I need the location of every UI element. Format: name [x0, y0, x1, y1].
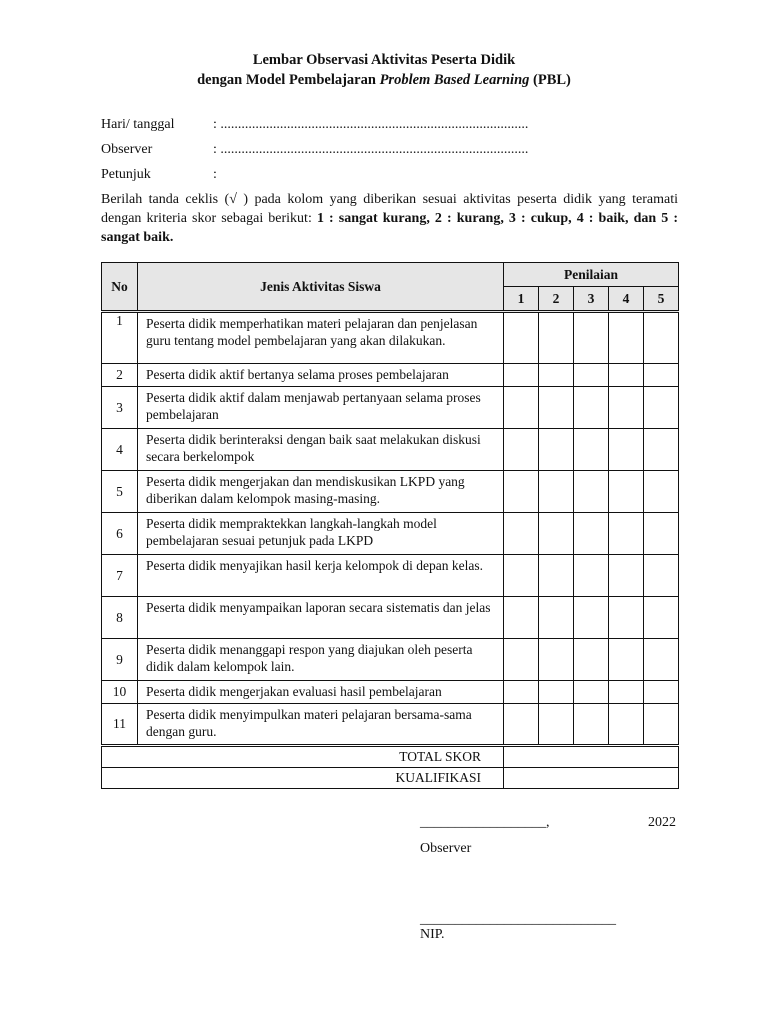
table-row	[102, 312, 679, 364]
score-cell-3[interactable]	[574, 387, 609, 429]
score-cell-2[interactable]	[539, 429, 574, 471]
table-row	[102, 364, 679, 387]
instructions-paragraph	[101, 190, 678, 247]
score-cell-5[interactable]	[644, 639, 679, 681]
score-cell-4[interactable]	[609, 364, 644, 387]
score-cell-2[interactable]	[539, 387, 574, 429]
field-instructions	[101, 167, 217, 183]
header-no: No	[102, 263, 138, 312]
score-cell-4[interactable]	[609, 555, 644, 597]
score-cell-4[interactable]	[609, 704, 644, 746]
score-cell-4[interactable]	[609, 597, 644, 639]
score-cell-1[interactable]	[504, 513, 539, 555]
score-cell-2[interactable]	[539, 597, 574, 639]
score-cell-3[interactable]	[574, 681, 609, 704]
row-number: 10	[102, 681, 138, 704]
score-cell-3[interactable]	[574, 429, 609, 471]
row-number: 9	[102, 639, 138, 681]
field-observer	[101, 142, 528, 158]
row-activity: Peserta didik menanggapi respon yang diajukan oleh peserta didik dalam kelompok lain.	[138, 639, 504, 681]
table-row	[102, 681, 679, 704]
subtitle-suffix: (PBL)	[529, 72, 571, 88]
score-cell-5[interactable]	[644, 312, 679, 364]
signature-nip-label: NIP.	[420, 927, 445, 942]
score-cell-3[interactable]	[574, 597, 609, 639]
subtitle-model-name: Problem Based Learning	[379, 72, 530, 88]
score-cell-1[interactable]	[504, 597, 539, 639]
row-number: 11	[102, 704, 138, 746]
score-cell-1[interactable]	[504, 312, 539, 364]
score-cell-3[interactable]	[574, 364, 609, 387]
subtitle-prefix: dengan Model Pembelajaran	[197, 72, 380, 88]
score-cell-3[interactable]	[574, 555, 609, 597]
header-score-2: 2	[539, 287, 574, 312]
score-cell-3[interactable]	[574, 471, 609, 513]
signature-name-line[interactable]: ____________________________	[420, 912, 616, 927]
instructions-text: Berilah tanda ceklis (√ ) pada kolom yang diberikan sesuai aktivitas peserta didik yang teramati dengan kriteria skor sebagai berikut:	[101, 192, 678, 226]
header-score-3: 3	[574, 287, 609, 312]
score-cell-2[interactable]	[539, 555, 574, 597]
header-rating: Penilaian	[504, 263, 679, 287]
score-cell-1[interactable]	[504, 364, 539, 387]
score-cell-5[interactable]	[644, 555, 679, 597]
row-activity: Peserta didik memperhatikan materi pelajaran dan penjelasan guru tentang model pembelajaran yang akan dilakukan.	[138, 312, 504, 364]
row-number: 7	[102, 555, 138, 597]
field-date	[101, 117, 528, 133]
header-score-1: 1	[504, 287, 539, 312]
score-cell-5[interactable]	[644, 471, 679, 513]
score-cell-2[interactable]	[539, 471, 574, 513]
qualification-label: KUALIFIKASI	[102, 768, 504, 789]
row-activity: Peserta didik aktif bertanya selama proses pembelajaran	[138, 364, 504, 387]
score-cell-5[interactable]	[644, 704, 679, 746]
score-cell-1[interactable]	[504, 681, 539, 704]
row-number: 1	[102, 312, 138, 364]
row-number: 3	[102, 387, 138, 429]
table-row	[102, 471, 679, 513]
row-activity: Peserta didik berinteraksi dengan baik saat melakukan diskusi secara berkelompok	[138, 429, 504, 471]
score-cell-5[interactable]	[644, 597, 679, 639]
total-score-label: TOTAL SKOR	[102, 746, 504, 768]
table-row	[102, 429, 679, 471]
field-instructions-label: Petunjuk	[101, 167, 151, 182]
document-subtitle	[0, 72, 768, 89]
row-activity: Peserta didik menyimpulkan materi pelajaran bersama-sama dengan guru.	[138, 704, 504, 746]
signature-place-date-line[interactable]: __________________,	[420, 815, 550, 830]
score-cell-2[interactable]	[539, 681, 574, 704]
row-activity: Peserta didik mengerjakan dan mendiskusikan LKPD yang diberikan dalam kelompok masing-masing.	[138, 471, 504, 513]
score-cell-2[interactable]	[539, 704, 574, 746]
row-number: 6	[102, 513, 138, 555]
row-number: 5	[102, 471, 138, 513]
score-cell-3[interactable]	[574, 312, 609, 364]
field-observer-label: Observer	[101, 142, 153, 157]
table-row	[102, 597, 679, 639]
score-cell-2[interactable]	[539, 364, 574, 387]
header-score-5: 5	[644, 287, 679, 312]
table-row	[102, 704, 679, 746]
total-score-cell[interactable]	[504, 746, 679, 768]
row-activity: Peserta didik menyampaikan laporan secara sistematis dan jelas	[138, 597, 504, 639]
field-instructions-value: :	[213, 167, 217, 182]
field-observer-value[interactable]: : ........................................................................................	[213, 142, 529, 157]
score-cell-1[interactable]	[504, 704, 539, 746]
score-cell-5[interactable]	[644, 429, 679, 471]
score-cell-5[interactable]	[644, 681, 679, 704]
score-cell-3[interactable]	[574, 639, 609, 681]
score-cell-1[interactable]	[504, 555, 539, 597]
header-score-4: 4	[609, 287, 644, 312]
score-cell-5[interactable]	[644, 513, 679, 555]
row-number: 4	[102, 429, 138, 471]
observation-table	[101, 262, 679, 789]
header-activity: Jenis Aktivitas Siswa	[138, 263, 504, 312]
document-title: Lembar Observasi Aktivitas Peserta Didik	[252, 52, 516, 68]
row-activity: Peserta didik mempraktekkan langkah-langkah model pembelajaran sesuai petunjuk pada LKPD	[138, 513, 504, 555]
score-cell-2[interactable]	[539, 513, 574, 555]
row-activity: Peserta didik aktif dalam menjawab pertanyaan selama proses pembelajaran	[138, 387, 504, 429]
row-number: 8	[102, 597, 138, 639]
score-cell-4[interactable]	[609, 312, 644, 364]
score-cell-4[interactable]	[609, 471, 644, 513]
score-cell-4[interactable]	[609, 681, 644, 704]
score-cell-4[interactable]	[609, 513, 644, 555]
score-cell-3[interactable]	[574, 704, 609, 746]
instructions-criteria: 1 : sangat kurang, 2 : kurang, 3 : cukup, 4 : baik, dan 5 : sangat baik.	[101, 211, 679, 245]
qualification-cell[interactable]	[504, 768, 679, 789]
score-cell-5[interactable]	[644, 364, 679, 387]
field-date-label: Hari/ tanggal	[101, 117, 175, 132]
score-cell-2[interactable]	[539, 312, 574, 364]
score-cell-1[interactable]	[504, 429, 539, 471]
signature-observer-label: Observer	[420, 841, 472, 856]
score-cell-1[interactable]	[504, 387, 539, 429]
score-cell-1[interactable]	[504, 639, 539, 681]
score-cell-3[interactable]	[574, 513, 609, 555]
row-number: 2	[102, 364, 138, 387]
table-row	[102, 555, 679, 597]
score-cell-4[interactable]	[609, 639, 644, 681]
field-date-value[interactable]: : ........................................................................................	[213, 117, 529, 132]
signature-year: 2022	[648, 815, 676, 830]
score-cell-5[interactable]	[644, 387, 679, 429]
score-cell-1[interactable]	[504, 471, 539, 513]
row-activity: Peserta didik menyajikan hasil kerja kelompok di depan kelas.	[138, 555, 504, 597]
table-row	[102, 387, 679, 429]
table-row	[102, 513, 679, 555]
score-cell-2[interactable]	[539, 639, 574, 681]
score-cell-4[interactable]	[609, 387, 644, 429]
score-cell-4[interactable]	[609, 429, 644, 471]
table-row	[102, 639, 679, 681]
row-activity: Peserta didik mengerjakan evaluasi hasil pembelajaran	[138, 681, 504, 704]
